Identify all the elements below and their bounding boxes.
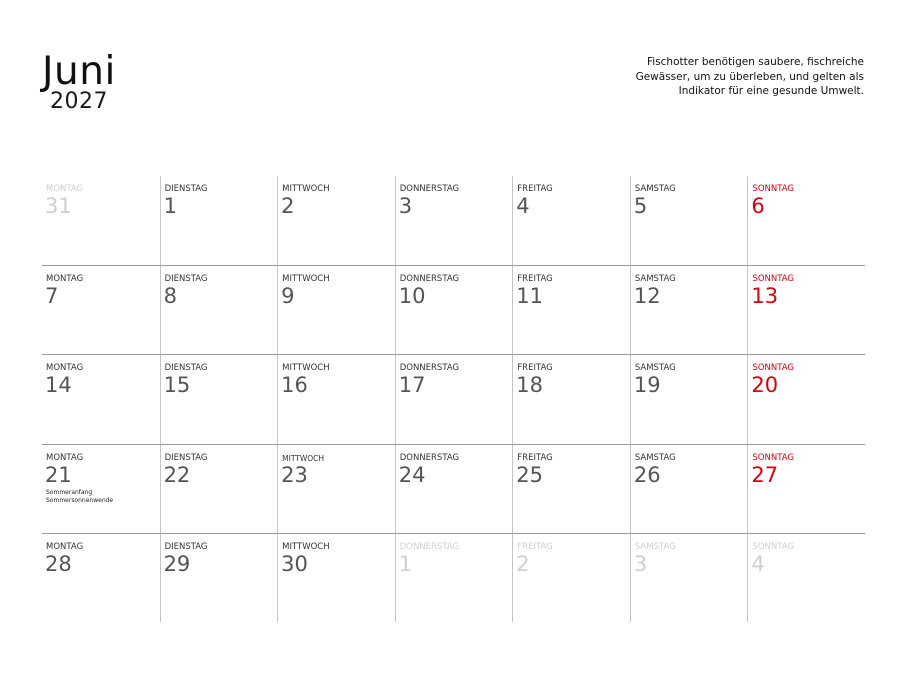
day-number: 4 bbox=[751, 551, 765, 576]
day-cell bbox=[42, 265, 160, 354]
day-cell bbox=[395, 444, 513, 533]
day-number: 29 bbox=[163, 551, 191, 576]
day-note: Sommersonnenwende bbox=[46, 496, 114, 504]
day-number: 31 bbox=[45, 194, 72, 218]
day-number: 21 bbox=[45, 462, 72, 487]
day-number: 9 bbox=[281, 284, 295, 309]
day-number: 5 bbox=[633, 194, 648, 218]
otter-fact-line: Fischotter benötigen saubere, fischreiche bbox=[647, 56, 864, 68]
day-cell bbox=[747, 533, 865, 622]
day-number: 6 bbox=[751, 194, 765, 218]
day-cell bbox=[395, 354, 513, 443]
day-cell bbox=[395, 533, 513, 622]
otter-fact-line: Gewässer, um zu überleben, und gelten als bbox=[635, 70, 864, 83]
weekday-label: DONNERSTAG bbox=[399, 274, 460, 285]
day-cell bbox=[630, 176, 748, 265]
day-number: 10 bbox=[398, 284, 426, 309]
day-cell bbox=[747, 444, 865, 533]
day-cell bbox=[747, 176, 865, 265]
day-number: 20 bbox=[751, 373, 779, 398]
weekday-label: DIENSTAG bbox=[164, 541, 208, 552]
month-title: Juni bbox=[42, 49, 116, 94]
day-cell bbox=[395, 265, 513, 354]
day-number: 16 bbox=[281, 373, 308, 398]
day-number: 1 bbox=[398, 551, 413, 576]
day-cell bbox=[277, 354, 395, 443]
day-cell bbox=[277, 265, 395, 354]
day-cell bbox=[630, 354, 748, 443]
weekday-label: DONNERSTAG bbox=[399, 541, 460, 552]
calendar-grid bbox=[42, 176, 865, 622]
weekday-label: DIENSTAG bbox=[164, 452, 208, 463]
day-number: 7 bbox=[45, 284, 59, 309]
day-number: 30 bbox=[281, 551, 308, 576]
weekday-label: FREITAG bbox=[517, 274, 553, 285]
weekday-label: SONNTAG bbox=[752, 274, 795, 285]
day-number: 26 bbox=[633, 462, 661, 487]
weekday-label: FREITAG bbox=[517, 541, 553, 552]
day-cell bbox=[42, 354, 160, 443]
day-cell bbox=[630, 533, 748, 622]
weekday-label: MITTWOCH bbox=[282, 453, 325, 463]
day-number: 14 bbox=[45, 373, 72, 398]
day-number: 28 bbox=[45, 551, 72, 576]
day-number: 24 bbox=[398, 462, 426, 487]
day-number: 27 bbox=[751, 462, 779, 487]
weekday-label: SAMSTAG bbox=[634, 274, 676, 285]
weekday-label: SONNTAG bbox=[752, 363, 795, 374]
weekday-label: SONNTAG bbox=[752, 452, 795, 463]
day-number: 1 bbox=[163, 194, 177, 218]
day-number: 4 bbox=[516, 194, 530, 218]
day-number: 17 bbox=[398, 373, 426, 398]
day-cell bbox=[630, 265, 748, 354]
weekday-label: MITTWOCH bbox=[282, 184, 330, 194]
day-cell bbox=[160, 176, 278, 265]
weekday-label: SAMSTAG bbox=[634, 541, 676, 552]
weekday-label: MONTAG bbox=[46, 274, 84, 285]
weekday-label: MONTAG bbox=[46, 184, 84, 194]
day-cell bbox=[42, 444, 160, 533]
weekday-label: SONNTAG bbox=[752, 184, 795, 194]
weekday-label: MONTAG bbox=[46, 363, 84, 374]
weekday-label: MITTWOCH bbox=[282, 541, 330, 552]
day-cell bbox=[512, 176, 630, 265]
day-number: 25 bbox=[516, 462, 544, 487]
day-cell bbox=[395, 176, 513, 265]
weekday-label: SAMSTAG bbox=[634, 452, 676, 463]
weekday-label: DONNERSTAG bbox=[399, 184, 460, 194]
weekday-label: FREITAG bbox=[517, 184, 553, 194]
day-number: 18 bbox=[516, 373, 544, 398]
day-number: 15 bbox=[163, 373, 191, 398]
day-cell bbox=[747, 354, 865, 443]
day-cell bbox=[630, 444, 748, 533]
day-number: 11 bbox=[516, 284, 544, 309]
weekday-label: DIENSTAG bbox=[164, 363, 208, 374]
day-number: 22 bbox=[163, 462, 191, 487]
day-number: 13 bbox=[751, 284, 779, 309]
day-cell bbox=[277, 176, 395, 265]
weekday-label: DIENSTAG bbox=[164, 184, 208, 194]
day-cell bbox=[277, 444, 395, 533]
weekday-label: MONTAG bbox=[46, 452, 84, 463]
day-cell bbox=[512, 533, 630, 622]
weekday-label: MONTAG bbox=[46, 541, 84, 552]
day-number: 19 bbox=[633, 373, 661, 398]
day-cell bbox=[42, 533, 160, 622]
weekday-label: SAMSTAG bbox=[634, 363, 676, 374]
weekday-label: DIENSTAG bbox=[164, 274, 208, 285]
day-number: 3 bbox=[398, 194, 413, 218]
otter-fact-line: Indikator für eine gesunde Umwelt. bbox=[678, 85, 864, 97]
day-number: 3 bbox=[633, 551, 648, 576]
day-number: 23 bbox=[281, 462, 308, 487]
day-number: 8 bbox=[163, 284, 177, 309]
weekday-label: DONNERSTAG bbox=[399, 363, 460, 374]
day-number: 12 bbox=[633, 284, 661, 309]
weekday-label: SONNTAG bbox=[752, 541, 795, 552]
day-cell bbox=[512, 354, 630, 443]
day-cell bbox=[160, 354, 278, 443]
day-note: Sommeranfang bbox=[46, 488, 93, 496]
year-label: 2027 bbox=[50, 89, 108, 114]
day-cell bbox=[512, 265, 630, 354]
weekday-label: MITTWOCH bbox=[282, 363, 330, 374]
otter-fact-text bbox=[564, 55, 864, 99]
weekday-label: DONNERSTAG bbox=[399, 452, 460, 463]
weekday-label: MITTWOCH bbox=[282, 274, 330, 285]
day-cell bbox=[512, 444, 630, 533]
day-number: 2 bbox=[516, 551, 530, 576]
day-number: 2 bbox=[281, 194, 295, 218]
day-cell bbox=[160, 265, 278, 354]
day-cell bbox=[160, 444, 278, 533]
day-cell bbox=[277, 533, 395, 622]
weekday-label: FREITAG bbox=[517, 452, 553, 463]
day-cell bbox=[160, 533, 278, 622]
weekday-label: SAMSTAG bbox=[634, 184, 676, 194]
day-cell bbox=[747, 265, 865, 354]
day-cell bbox=[42, 176, 160, 265]
weekday-label: FREITAG bbox=[517, 363, 553, 374]
